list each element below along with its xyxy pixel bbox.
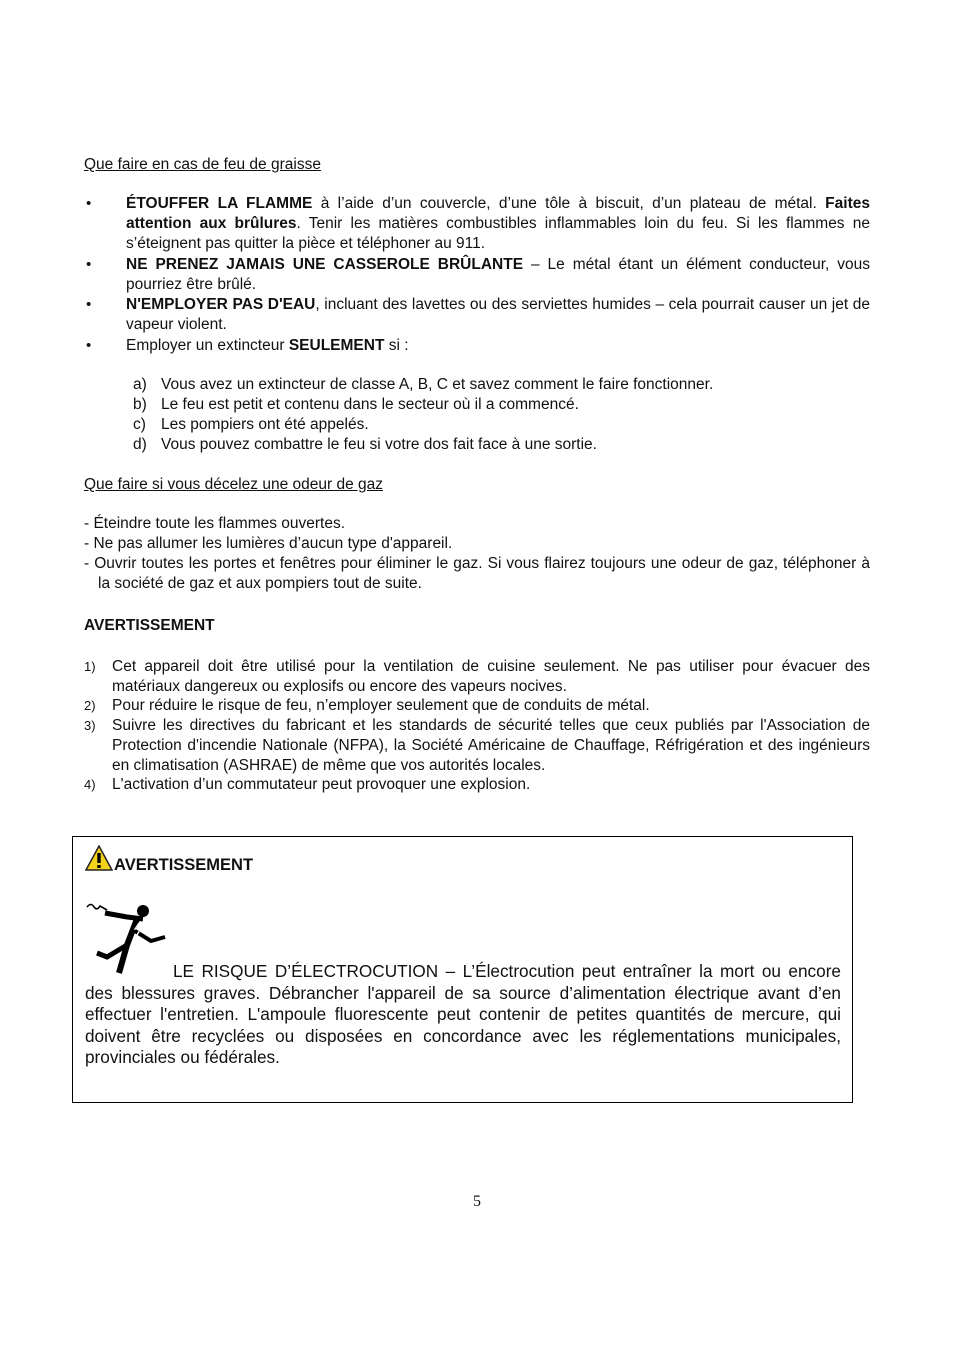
bullet-item: ÉTOUFFER LA FLAMME à l’aide d’un couvercle, d’une tôle à biscuit, d’un plateau de métal. Faites attention aux brûlures. Tenir les matières combustibles inflammables loin du feu. Si les flammes ne s’éteignent pas quitter la pièce et téléphoner au 911.	[126, 195, 870, 252]
sub-item: a) Vous avez un extincteur de classe A, B, C et savez comment le faire fonctionner.	[133, 376, 714, 393]
sub-item: c) Les pompiers ont été appelés.	[133, 416, 369, 433]
list-item: - Éteindre toute les flammes ouvertes.	[84, 515, 346, 532]
list-item: - Ouvrir toutes les portes et fenêtres pour éliminer le gaz. Si vous flairez toujours une odeur de gaz, téléphoner à la société de gaz et aux pompiers tout de suite.	[84, 555, 870, 592]
list-item: - Ne pas allumer les lumières d’aucun type d'appareil.	[84, 535, 453, 552]
sub-item: b) Le feu est petit et contenu dans le secteur où il a commencé.	[133, 396, 579, 413]
numbered-item: Pour réduire le risque de feu, n’employer seulement que de conduits de métal.	[112, 697, 650, 714]
numbered-item: Cet appareil doit être utilisé pour la ventilation de cuisine seulement. Ne pas utiliser pour évacuer des matériaux dangereux ou explosifs ou encore des vapeurs nocives.	[112, 658, 870, 695]
warning-box-text: LE RISQUE D’ÉLECTROCUTION – L’Électrocution peut entraîner la mort ou encore des blessures graves. Débrancher l'appareil de sa source d’alimentation électrique avant d’en effectuer l'entretien. L'ampoule fluorescente peut contenir de petites quantités de mercure, qui doivent être recyclées ou disposées en concordance avec les réglementations municipales, provinciales ou fédérales.	[85, 961, 841, 1067]
item-number: 4)	[84, 777, 96, 792]
bullet-symbol: •	[86, 256, 92, 273]
bullet-item: NE PRENEZ JAMAIS UNE CASSEROLE BRÛLANTE – Le métal étant un élément conducteur, vous pourriez être brûlé.	[126, 256, 870, 293]
bullet-symbol: •	[86, 296, 92, 313]
bullet-item: Employer un extincteur SEULEMENT si :	[126, 337, 409, 354]
warning-triangle-icon	[85, 845, 113, 871]
bullet-symbol: •	[86, 337, 92, 354]
section-heading-gas-odor: Que faire si vous décelez une odeur de gaz	[84, 476, 383, 493]
section-heading-grease-fire: Que faire en cas de feu de graisse	[84, 156, 321, 173]
warning-box	[72, 836, 853, 1103]
item-number: 1)	[84, 659, 96, 674]
section-heading-warning: AVERTISSEMENT	[84, 617, 215, 634]
page-number: 5	[473, 1193, 481, 1210]
bullet-item: N'EMPLOYER PAS D'EAU, incluant des lavettes ou des serviettes humides – cela pourrait causer un jet de vapeur violent.	[126, 296, 870, 333]
item-number: 2)	[84, 698, 96, 713]
numbered-item: L'activation d’un commutateur peut provoquer une explosion.	[112, 776, 531, 793]
warning-box-title: AVERTISSEMENT	[114, 856, 254, 874]
item-number: 3)	[84, 718, 96, 733]
bullet-symbol: •	[86, 195, 92, 212]
numbered-item: Suivre les directives du fabricant et les standards de sécurité telles que ceux publiés par l'Association de Protection d'incendie Nationale (NFPA), la Société Américaine de Chauffage, Réfrigération et des ingénieurs en climatisation (ASHRAE) de même que vos autorités locales.	[112, 717, 870, 774]
sub-item: d) Vous pouvez combattre le feu si votre dos fait face à une sortie.	[133, 436, 597, 453]
